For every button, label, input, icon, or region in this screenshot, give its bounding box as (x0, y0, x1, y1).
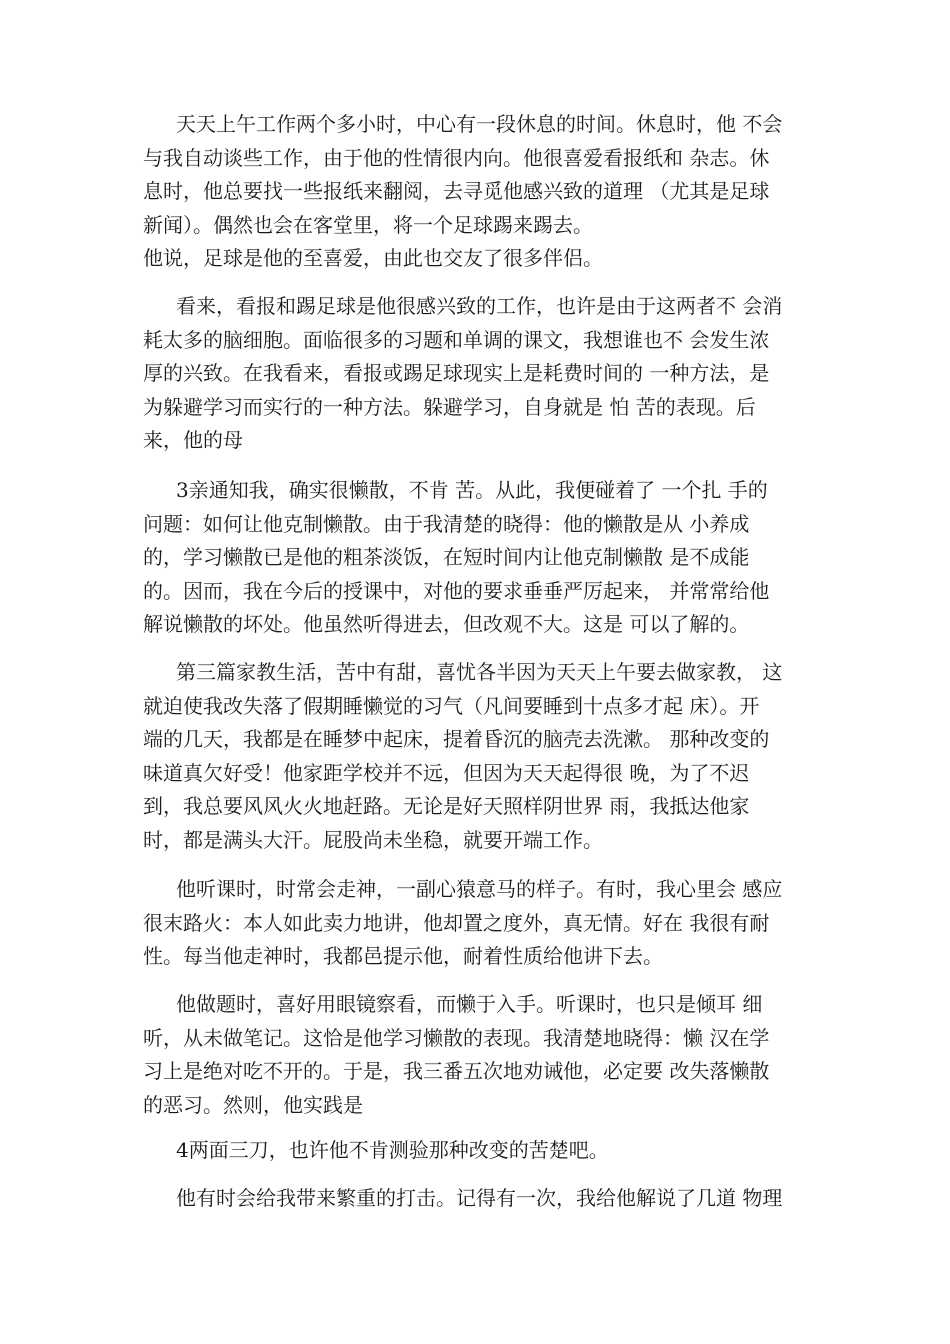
paragraph (143, 474, 833, 642)
text-line: 厚的兴致。在我看来，看报或踢足球现实上是耗费时间的 一种方法，是 (143, 361, 770, 385)
text-line: 问题：如何让他克制懒散。由于我清楚的晓得：他的懒散是从 小养成 (143, 511, 750, 536)
paragraph (143, 108, 833, 276)
text-line: 来，他的母 (143, 428, 243, 452)
paragraph (143, 1182, 833, 1216)
text-line: 与我自动谈些工作，由于他的性情很内向。他很喜爱看报纸和 杂志。休 (143, 145, 770, 170)
text-line: 很末路火：本人如此卖力地讲，他却置之度外，真无情。好在 我很有耐 (143, 910, 770, 935)
text-line: 他说，足球是他的至喜爱，由此也交友了很多伴侣。 (143, 246, 603, 270)
text-line: 天天上午工作两个多小时，中心有一段休息的时间。休息时，他 不会 (176, 112, 783, 136)
text-line: 息时，他总要找一些报纸来翻阅，去寻觅他感兴致的道理 （尤其是足球 (143, 179, 770, 203)
text-line: 到，我总要风风火火地赶路。无论是好天照样阴世界 雨，我抵达他家 (143, 794, 750, 818)
text-line: 3亲通知我，确实很懒散，不肯 苦。从此，我便碰着了 一个扎 手的 (176, 478, 768, 502)
text-line: 的。因而，我在今后的授课中，对他的要求垂垂严厉起来， 并常常给他 (143, 578, 770, 603)
text-line: 的，学习懒散已是他的粗茶淡饭，在短时间内让他克制懒散 是不成能 (143, 545, 750, 569)
text-line: 他有时会给我带来繁重的打击。记得有一次，我给他解说了几道 物理 (176, 1186, 783, 1210)
paragraph (143, 873, 833, 974)
text-line: 时，都是满头大汗。屁股尚未坐稳，就要开端工作。 (143, 827, 603, 852)
text-line: 为躲避学习而实行的一种方法。躲避学习，自身就是 怕 苦的表现。后 (143, 394, 756, 419)
text-line: 耗太多的脑细胞。面临很多的习题和单调的课文，我想谁也不 会发生浓 (143, 327, 770, 352)
text-line: 味道真欠好受！他家距学校并不远，但因为天天起得很 晚，为了不迟 (143, 760, 750, 785)
paragraph (143, 1134, 833, 1168)
text-line: 第三篇家教生活，苦中有甜，喜忧各半因为天天上午要去做家教， 这 (176, 660, 783, 684)
text-line: 他听课时，时常会走神，一副心猿意马的样子。有时，我心里会 感应 (176, 877, 783, 901)
paragraph (143, 290, 833, 458)
text-line: 听，从未做笔记。这恰是他学习懒散的表现。我清楚地晓得：懒 汉在学 (143, 1025, 770, 1050)
text-line: 的恶习。然则，他实践是 (143, 1092, 363, 1117)
text-line: 解说懒散的坏处。他虽然听得进去，但改观不大。这是 可以了解的。 (143, 612, 750, 636)
text-line: 新闻）。偶然也会在客堂里，将一个足球踢来踢去。 (143, 212, 593, 237)
text-line: 他做题时，喜好用眼镜察看，而懒于入手。听课时，也只是倾耳 细 (176, 992, 763, 1016)
paragraph (143, 656, 833, 857)
text-line: 看来，看报和踢足球是他很感兴致的工作，也许是由于这两者不 会消 (176, 294, 783, 318)
paragraph (143, 988, 833, 1122)
text-line: 性。每当他走神时，我都邑提示他，耐着性质给他讲下去。 (143, 944, 663, 968)
text-line: 就迫使我改失落了假期睡懒觉的习气（凡间要睡到十点多才起 床）。开 (143, 693, 760, 718)
text-line: 习上是绝对吃不开的。于是，我三番五次地劝诫他，必定要 改失落懒散 (143, 1059, 770, 1083)
text-line: 4两面三刀，也许他不肯测验那种改变的苦楚吧。 (176, 1138, 609, 1162)
text-line: 端的几天，我都是在睡梦中起床，提着昏沉的脑壳去洗漱。 那种改变的 (143, 727, 770, 751)
